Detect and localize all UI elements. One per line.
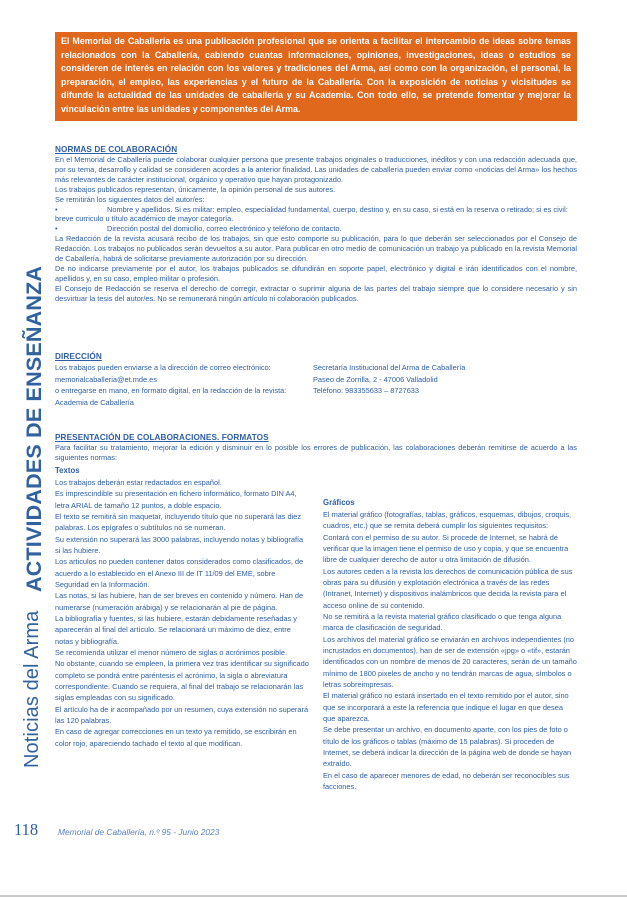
- direccion-section: [55, 352, 577, 408]
- textos-paragraph: El texto se remitirá sin maquetar, incluyendo título que no superará las diez palabras. Los epígrafes o subtítulos no se numeran.: [55, 511, 302, 533]
- textos-paragraph: En caso de agregar correcciones en un texto ya remitido, se escribirán en color rojo, apareciendo tachado el texto al que modifican.: [55, 727, 297, 748]
- graficos-paragraph: El material gráfico no estará insertado en el texto remitido por el autor, sino que se incorporará a este la referencia que indique el lugar en que desea que aparezca.: [323, 691, 569, 723]
- textos-paragraph: Se recomienda utilizar el menor número de siglas o acrónimos posible.: [55, 647, 288, 657]
- side-rail-label-noticias: Noticias del Arma: [21, 610, 43, 768]
- footer-reference: Memorial de Caballería, n.º 95 - Junio 2023: [58, 827, 220, 837]
- graficos-paragraph: Contará con el permiso de su autor. Si procede de Internet, se habrá de verificar que la imagen tiene el permiso de uso y copia, y que se encuentra libre de cualquier derecho de autor u otra limitación de difusión.: [323, 532, 569, 565]
- graficos-paragraph: En el caso de aparecer menores de edad, no deberán ser reconocibles sus facciones.: [323, 770, 570, 792]
- direccion-phone: Teléfono: 983355633 – 8727633: [313, 386, 420, 396]
- textos-title: Textos: [55, 465, 80, 475]
- textos-column: [55, 465, 309, 793]
- normas-section: [55, 145, 577, 304]
- intro-banner-text: El Memorial de Caballería es una publicación profesional que se orienta a facilitar el intercambio de ideas sobre temas relacionados con la Caballería, cabiendo cuantas informaciones, opiniones, investigaciones, ideas o estudios se consideren de interés en relación con los valores y tradiciones del Arma, así como con la organización, el personal, la preparación, el empleo, las experiencias y el futuro de la Caballería. Con la exposición de noticias y vicisitudes se difunde la actualidad de las unidades de caballería y su Academia. Con todo ello, se pretende fomentar y mejorar la vinculación entre las unidades y componentes del Arma.: [61, 36, 571, 114]
- textos-paragraph: No obstante, cuando se empleen, la primera vez tras identificar su significado completo se pondrá entre paréntesis el acrónimo, la sigla o abreviatura correspondiente. Cuando se requiera, al final del trabajo se relacionarán las siglas empleadas con su significado.: [55, 659, 309, 703]
- normas-paragraph: En el Memorial de Caballería puede colaborar cualquier persona que presente trabajos originales o traducciones, inéditos y con una redacción adecuada que, por su tema, desarrollo y calidad se consideren acordes a la anterior finalidad. Las unidades de caballería pueden enviar como «noticias del Arma» los hechos más relevantes de carácter institucional, orgánico y operativo que hayan protagonizado.: [55, 155, 577, 184]
- normas-bullet: [55, 224, 577, 234]
- graficos-paragraph: No se remitirá a la revista material gráfico clasificado o que tenga alguna marca de clasificación de seguridad.: [323, 611, 562, 633]
- presentacion-intro: Para facilitar su tratamiento, mejorar la edición y disminuir en lo posible los errores de publicación, las colaboraciones deberán remitirse de acuerdo a las siguientes normas:: [55, 443, 577, 462]
- textos-paragraph: Las notas, si las hubiere, han de ser breves en contenido y número. Han de numerarse (numeración arábiga) y se relacionarán al pie de página.: [55, 591, 304, 612]
- bullet-marker: •: [55, 224, 58, 234]
- direccion-line: Academia de Caballería: [55, 397, 134, 407]
- side-rail-label-actividades: ACTIVIDADES DE ENSEÑANZA: [22, 265, 46, 592]
- direccion-org: Secretaría Institucional del Arma de Caballería: [313, 363, 466, 372]
- textos-paragraph: Los articulos no pueden contener datos considerados como clasificados, de acuerdo a lo establecido en el Anexo III de IT 11/09 del EME, sobre Seguridad en la Información.: [55, 557, 304, 589]
- normas-paragraph: El Consejo de Redacción se reserva el derecho de corregir, extractar o suprimir alguna de las partes del trabajo siempre que lo considere necesario y sin desvirtuar la tesis del autor/es. No se remunerará ningún artículo ni colaboración publicados.: [55, 283, 577, 303]
- direccion-line: o entregarse en mano, en formato digital, en la redacción de la revista:: [55, 386, 287, 396]
- textos-paragraph: Los trabajos deberán estar redactados en español.: [55, 477, 222, 487]
- side-rail: [0, 0, 52, 830]
- bullet-marker: •: [55, 204, 58, 214]
- direccion-heading: DIRECCIÓN: [55, 352, 102, 361]
- direccion-address: Paseo de Zorrilla, 2 - 47006 Valladolid: [313, 374, 438, 384]
- normas-paragraph: Los trabajos publicados representan, únicamente, la opinión personal de sus autores.: [55, 184, 336, 194]
- normas-bullet-text: Dirección postal del domicilio, correo electrónico y teléfono de contacto.: [107, 224, 342, 234]
- direccion-right-column: [313, 362, 577, 408]
- normas-heading: NORMAS DE COLABORACIÓN: [55, 145, 178, 154]
- direccion-line: Los trabajos pueden enviarse a la dirección de correo electrónico:: [55, 363, 271, 372]
- normas-bullet: [55, 205, 577, 225]
- page-number: 118: [14, 820, 39, 839]
- direccion-left-column: [55, 362, 313, 408]
- graficos-paragraph: Los archivos del material gráfico se enviarán en archivos independientes (no incrustados en documentos), han de ser de extensión «jpg» o «tif», estarán identificados con un nombre de menos de 20 caracteres, serán de un tamaño mínimo de 1800 pixeles de ancho y no tendrán marcas de agua, símbolos o letras sobreimpresas.: [323, 634, 577, 689]
- textos-paragraph: La bibliografía y fuentes, si las hubiere, estarán debidamente reseñadas y aparecerán al final del artículo. Se relacionará un máximo de diez, entre notas y bibliografía.: [55, 613, 297, 646]
- page-footer: [14, 820, 574, 840]
- normas-paragraph: De no indicarse previamente por el autor, los trabajos publicados se difundirán en soporte papel, electrónico y digital e irán identificados con el nombre, apellidos y, en su caso, empleo militar o profesión.: [55, 263, 577, 283]
- presentacion-heading: PRESENTACIÓN DE COLABORACIONES. FORMATOS: [55, 433, 269, 442]
- graficos-title: Gráficos: [323, 497, 355, 507]
- graficos-paragraph: El material gráfico (fotografías, tablas, gráficos, esquemas, dibujos, croquis, cuadros, etc.) que se remita deberá cumplir los siguientes requisitos:: [323, 509, 572, 531]
- textos-paragraph: El artículo ha de ir acompañado por un resumen, cuya extensión no superará las 120 palabras.: [55, 704, 309, 726]
- normas-paragraph: Se remitirán los siguientes datos del autor/es:: [55, 194, 205, 204]
- presentacion-section: [55, 433, 577, 792]
- textos-paragraph: Es imprescindible su presentación en fichero informático, formato DIN A4, letra ARIAL de tamaño 12 puntos, a doble espacio.: [55, 489, 297, 510]
- graficos-column: [323, 497, 577, 793]
- normas-paragraph: La Redacción de la revista acusará recibo de los trabajos, sin que esto comporte su publicación, para lo que deberán ser seleccionados por el Consejo de Redacción. Los trabajos no publicados serán devueltos a su autor. Para publicar en otro medio de comunicación un trabajo ya publicado en la revista Memorial de Caballería, habrá de solicitarse previamente autorización por su dirección.: [55, 234, 577, 264]
- graficos-paragraph: Los autores ceden a la revista los derechos de comunicación pública de sus obras para su difusión y explotación electrónica a través de las redes (Intranet, Internet) y dispositivos inalámbricos que decida la revista para el acceso online de su contenido.: [323, 566, 573, 610]
- textos-paragraph: Su extensión no superará las 3000 palabras, incluyendo notas y bibliografía si las hubiere.: [55, 534, 304, 555]
- intro-banner: [55, 32, 577, 121]
- normas-bullet-text: Nombre y apellidos. Si es militar: empleo, especialidad fundamental, cuerpo, destino y, en su caso, si está en la reserva o retirado; si es civil: breve curriculo u título académico de mayor categoría.: [55, 204, 568, 224]
- graficos-paragraph: Se debe presentar un archivo, en documento aparte, con los pies de foto o título de los gráficos o tablas (máximo de 15 palabras). Si proceden de Internet, se deberá indicar la dirección de la página web de donde se hayan extraído.: [323, 725, 572, 769]
- direccion-email: memorialcaballeria@et.mde.es: [55, 374, 157, 384]
